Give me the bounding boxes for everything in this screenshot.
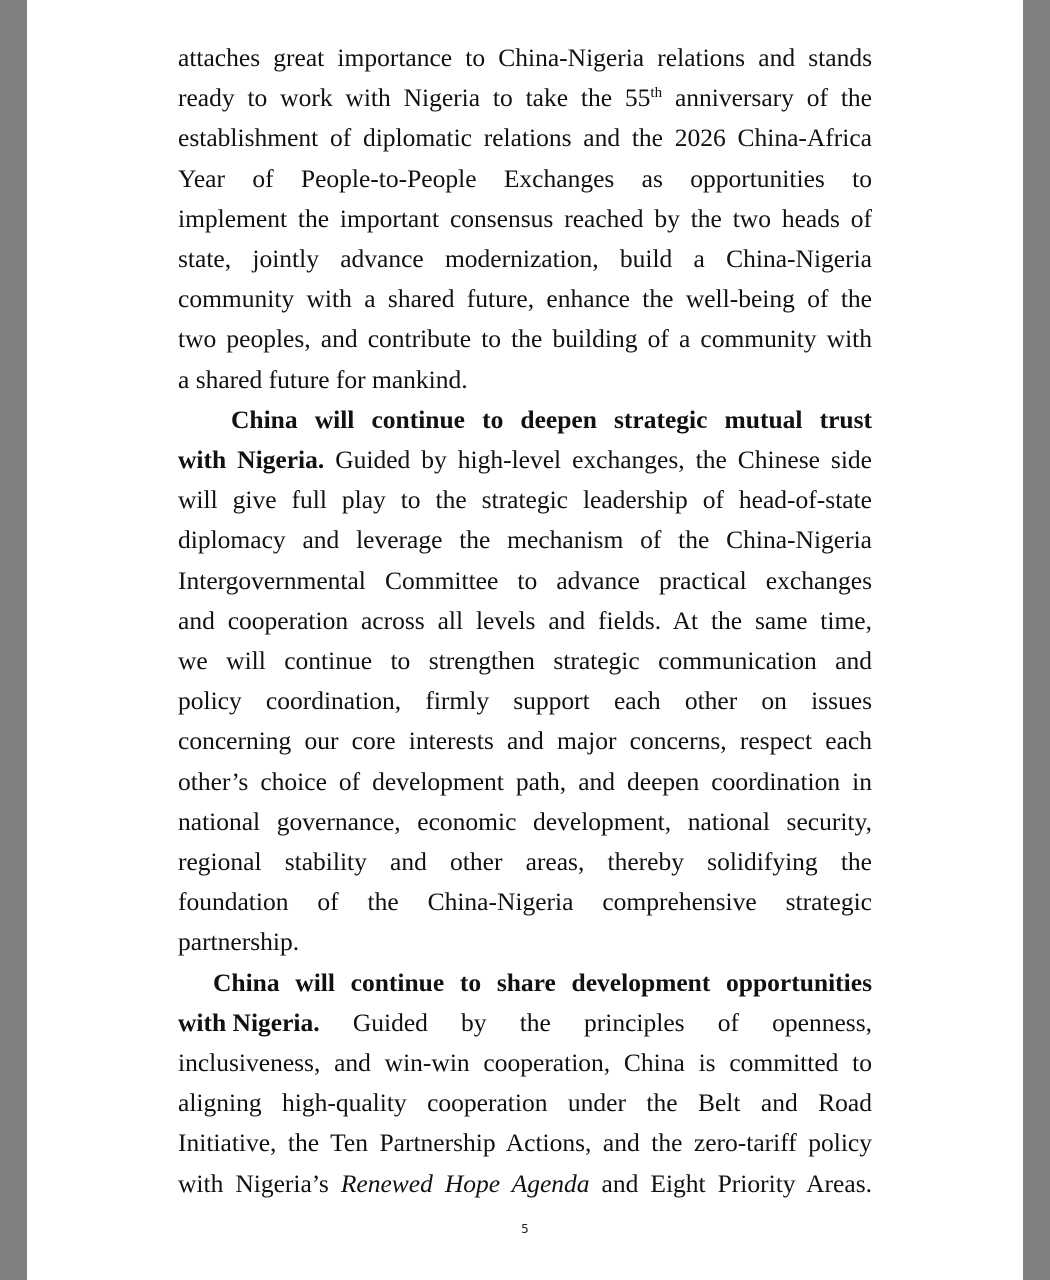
page-number: 5	[521, 1222, 529, 1236]
text-line: national governance, economic development, national security,	[178, 806, 872, 836]
paragraph-1	[178, 38, 872, 400]
text-line: attaches great importance to China-Nigeria relations and stands	[178, 43, 872, 72]
bold-lead: with Nigeria.	[178, 1007, 320, 1037]
text-line: Year of People-to-People Exchanges as opportunities to	[178, 163, 872, 193]
text-line: a shared future for mankind.	[178, 364, 468, 394]
bold-lead: China will continue to deepen strategic mutual trust	[231, 404, 872, 434]
word: of	[717, 1007, 739, 1037]
text-line: two peoples, and contribute to the building of a community with	[178, 324, 872, 354]
word: Guided	[352, 1007, 428, 1037]
text-line: foundation of the China-Nigeria comprehensive strategic	[178, 887, 872, 917]
text-line: ready to work with Nigeria to take the 55th anniversary of the	[178, 83, 872, 113]
page-body	[178, 38, 872, 1204]
text-line: establishment of diplomatic relations and the 2026 China-Africa	[178, 123, 872, 153]
document-page	[27, 0, 1023, 1280]
text-line: and cooperation across all levels and fields. At the same time,	[178, 605, 872, 635]
word: principles	[584, 1007, 685, 1037]
text-line: we will continue to strengthen strategic communication and	[178, 646, 872, 676]
italic-title: Renewed Hope Agenda	[340, 1168, 590, 1198]
text-line: with Nigeria’s Renewed Hope Agenda and Eight Priority Areas.	[178, 1168, 872, 1198]
text-line: aligning high-quality cooperation under the Belt and Road	[178, 1088, 872, 1118]
text-line: diplomacy and leverage the mechanism of the China-Nigeria	[178, 525, 872, 555]
text-line	[178, 1003, 872, 1043]
text-line: implement the important consensus reached by the two heads of	[178, 203, 872, 233]
bold-lead: with Nigeria.	[178, 445, 325, 475]
superscript: th	[650, 85, 663, 102]
paragraph-3	[178, 963, 872, 1204]
text-line: Intergovernmental Committee to advance practical exchanges	[178, 565, 872, 595]
word: openness,	[772, 1007, 872, 1037]
word: by	[461, 1007, 487, 1037]
text-line	[178, 400, 872, 440]
text-line: regional stability and other areas, thereby solidifying the	[178, 847, 872, 877]
text-line: community with a shared future, enhance the well-being of the	[178, 284, 872, 314]
text-line: with Nigeria. Guided by high-level exchanges, the Chinese side	[178, 445, 872, 475]
text-line: policy coordination, firmly support each other on issues	[178, 686, 872, 716]
text-line	[178, 963, 872, 1003]
text-line: partnership.	[178, 927, 300, 957]
text-line: other’s choice of development path, and deepen coordination in	[178, 766, 872, 796]
paragraph-2	[178, 400, 872, 963]
text-line: inclusiveness, and win-win cooperation, China is committed to	[178, 1048, 872, 1078]
text-line: Initiative, the Ten Partnership Actions, and the zero-tariff policy	[178, 1128, 872, 1158]
text-line: will give full play to the strategic leadership of head-of-state	[178, 485, 872, 515]
bold-lead: China will continue to share development opportunities	[213, 967, 872, 997]
text-line: state, jointly advance modernization, build a China-Nigeria	[178, 244, 872, 274]
word: the	[519, 1007, 551, 1037]
text-line: concerning our core interests and major concerns, respect each	[178, 726, 872, 756]
